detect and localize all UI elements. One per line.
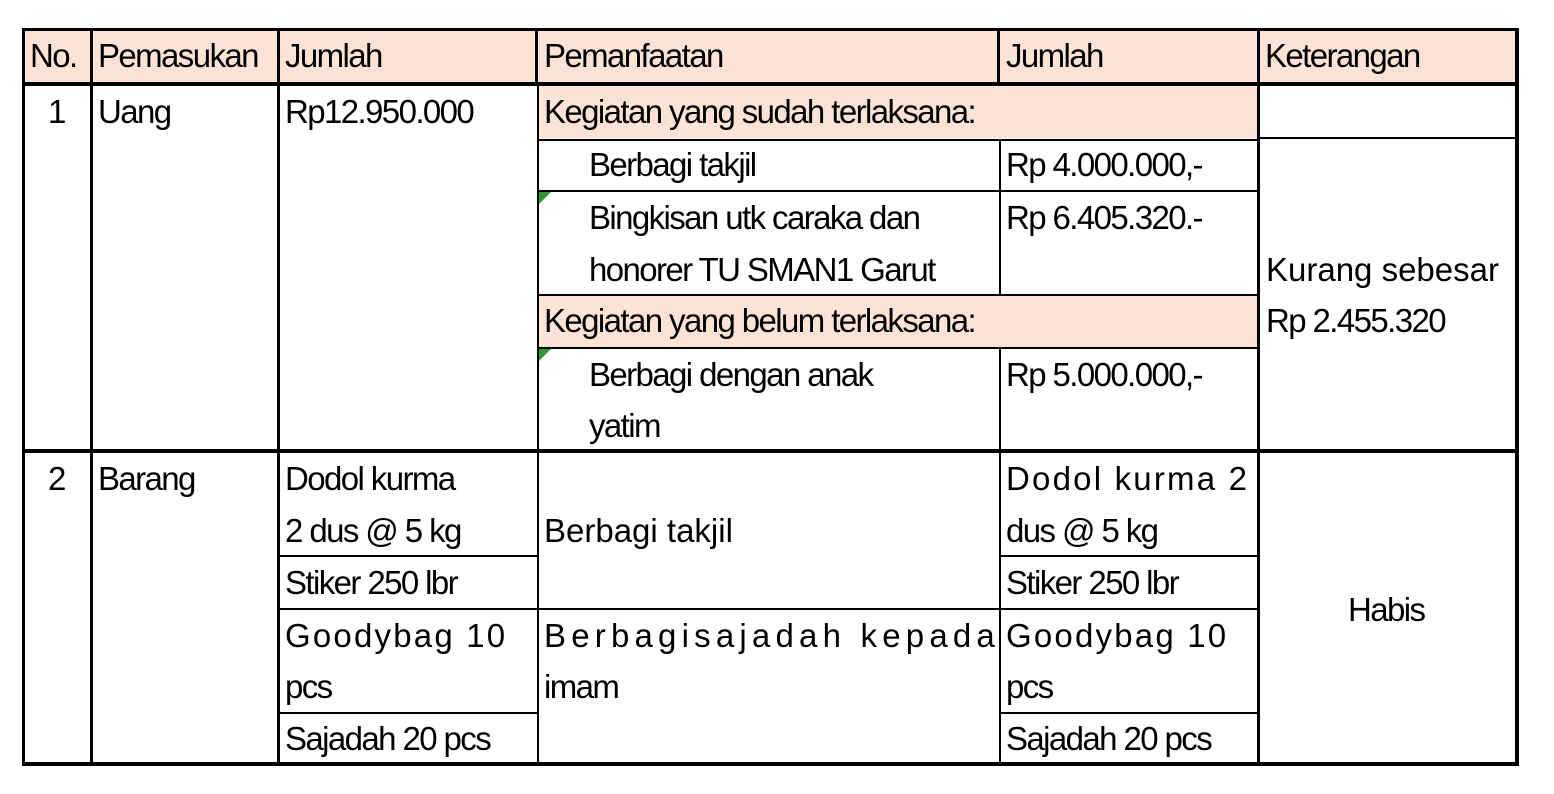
row2-pemasukan: Barang — [98, 460, 195, 497]
col-line — [1257, 28, 1260, 766]
row2-in1-line2: 2 dus @ 5 kg — [285, 512, 461, 549]
group-divider — [22, 449, 1519, 453]
col-line — [277, 28, 280, 766]
row2-out2: Stiker 250 lbr — [1006, 564, 1179, 601]
item2-amount: Rp 6.405.320.- — [1006, 199, 1202, 236]
item1-label: Berbagi takjil — [589, 146, 756, 183]
row2-in2: Stiker 250 lbr — [285, 564, 458, 601]
section-done-label: Kegiatan yang sudah terlaksana: — [544, 93, 976, 130]
col-line — [999, 347, 1001, 766]
row1-jumlah: Rp12.950.000 — [285, 93, 474, 130]
row2-use2-line2: imam — [544, 668, 619, 705]
row2-use2-line1: Berbagisajadah kepada — [544, 617, 1000, 654]
row2-out3-line1: Goodybag 10 — [1006, 617, 1229, 654]
item2-label-line1: Bingkisan utk caraka dan — [589, 199, 920, 236]
row1-keterangan-line1: Kurang sebesar — [1266, 251, 1499, 288]
row2-in1-line1: Dodol kurma — [285, 460, 455, 497]
row2-keterangan: Habis — [1348, 591, 1425, 628]
col-line — [90, 28, 93, 766]
header-jumlah-keluar: Jumlah — [1006, 37, 1103, 74]
row2-out4: Sajadah 20 pcs — [1006, 720, 1212, 757]
row2-out1-line1: Dodol kurma 2 — [1006, 460, 1250, 497]
header-pemanfaatan: Pemanfaatan — [544, 37, 723, 74]
section-pending-label: Kegiatan yang belum terlaksana: — [544, 302, 976, 339]
item3-label-line2: yatim — [589, 407, 660, 444]
comment-indicator-icon — [539, 349, 551, 361]
comment-indicator-icon — [539, 192, 551, 204]
header-no: No. — [30, 37, 77, 74]
row2-in3-line2: pcs — [285, 668, 332, 705]
table-border-left — [22, 28, 25, 766]
row2-out3-line2: pcs — [1006, 668, 1053, 705]
row2-in4: Sajadah 20 pcs — [285, 720, 491, 757]
item1-amount: Rp 4.000.000,- — [1006, 146, 1202, 183]
row2-no: 2 — [48, 460, 65, 497]
col-line — [537, 84, 539, 766]
table-border-bottom — [22, 762, 1519, 766]
header-keterangan: Keterangan — [1265, 37, 1420, 74]
col-line — [999, 139, 1001, 296]
item3-amount: Rp 5.000.000,- — [1006, 356, 1202, 393]
header-jumlah-masuk: Jumlah — [285, 37, 382, 74]
col-line — [535, 28, 538, 86]
row2-use1: Berbagi takjil — [544, 512, 733, 549]
row1-pemasukan: Uang — [98, 93, 171, 130]
row2-in3-line1: Goodybag 10 — [285, 617, 508, 654]
col-line — [997, 28, 1000, 86]
header-pemasukan: Pemasukan — [98, 37, 258, 74]
table-border-right — [1515, 28, 1519, 766]
row2-out1-line2: dus @ 5 kg — [1006, 512, 1158, 549]
item2-label-line2: honorer TU SMAN1 Garut — [589, 251, 935, 288]
row-line — [1260, 137, 1517, 139]
row1-keterangan-line2: Rp 2.455.320 — [1266, 302, 1445, 339]
item3-label-line1: Berbagi dengan anak — [589, 356, 873, 393]
row1-no: 1 — [48, 93, 65, 130]
